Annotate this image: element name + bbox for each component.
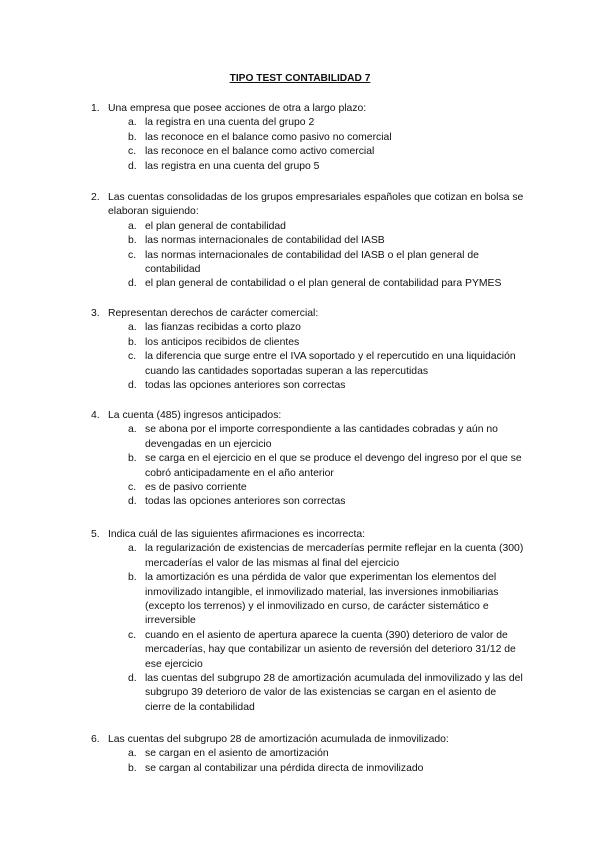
option-text: se cargan al contabilizar una pérdida directa de inmovilizado (145, 762, 424, 774)
option-letter: d. (128, 278, 137, 290)
option-letter: d. (128, 160, 137, 172)
question-2 (0, 191, 600, 292)
option-letter: b. (128, 453, 137, 465)
option-b (0, 131, 600, 145)
option-text: la diferencia que surge entre el IVA soportado y el repercutido en una liquidación cuando las cantidades soportadas superan a las repercutidas (145, 351, 516, 377)
question-4 (0, 409, 600, 510)
option-letter: b. (128, 762, 137, 774)
option-text: las registra en una cuenta del grupo 5 (145, 160, 320, 172)
option-a (0, 321, 600, 335)
option-text: se cargan en el asiento de amortización (145, 748, 329, 760)
option-d (0, 160, 600, 174)
question-3 (0, 307, 600, 393)
option-b (0, 762, 600, 776)
option-text: las reconoce en el balance como pasivo no comercial (145, 131, 392, 143)
option-b (0, 452, 600, 481)
question-text: Una empresa que posee acciones de otra a largo plazo: (108, 103, 367, 114)
question-6 (0, 733, 600, 776)
question-number: 3. (91, 308, 100, 319)
option-text: cuando en el asiento de apertura aparece la cuenta (390) deterioro de valor de mercaderías, hay que contabilizar un asiento de reversión del deterioro 31/12 de ese ejercicio (145, 629, 516, 670)
option-letter: a. (128, 424, 137, 436)
option-letter: c. (128, 249, 137, 261)
option-c (0, 249, 600, 278)
option-text: las cuentas del subgrupo 28 de amortización acumulada del inmovilizado y las del subgrupo 39 deterioro de valor de las existencias se cargan en el asiento de cierre de la contabilidad (145, 673, 523, 713)
option-c (0, 481, 600, 495)
option-letter: a. (128, 117, 137, 129)
option-b (0, 336, 600, 350)
option-text: el plan general de contabilidad o el plan general de contabilidad para PYMES (145, 278, 502, 290)
option-letter: c. (128, 482, 137, 494)
option-letter: b. (128, 131, 137, 143)
option-a (0, 220, 600, 234)
option-text: todas las opciones anteriores son correctas (145, 496, 346, 508)
question-text: Las cuentas del subgrupo 28 de amortización acumulada de inmovilizado: (108, 734, 449, 745)
question-number: 1. (91, 103, 100, 114)
option-a (0, 542, 600, 571)
option-text: la registra en una cuenta del grupo 2 (145, 117, 315, 129)
option-c (0, 629, 600, 672)
option-letter: c. (128, 146, 137, 158)
option-d (0, 379, 600, 393)
option-text: los anticipos recibidos de clientes (145, 336, 300, 348)
question-5 (0, 528, 600, 715)
option-letter: b. (128, 235, 137, 247)
question-text: Las cuentas consolidadas de los grupos empresariales españoles que cotizan en bolsa se elaboran siguiendo: (108, 192, 524, 218)
option-letter: b. (128, 336, 137, 348)
option-a (0, 116, 600, 130)
option-b (0, 234, 600, 248)
option-letter: a. (128, 220, 137, 232)
option-text: la regularización de existencias de mercaderías permite reflejar en la cuenta (300) mercaderías el valor de las mismas al final del ejercicio (145, 543, 524, 569)
option-letter: d. (128, 496, 137, 508)
option-b (0, 571, 600, 629)
question-text: Representan derechos de carácter comercial: (108, 308, 319, 319)
option-text: las normas internacionales de contabilidad del IASB o el plan general de contabilidad (145, 249, 479, 276)
option-text: el plan general de contabilidad (145, 220, 286, 232)
option-text: todas las opciones anteriores son correctas (145, 380, 346, 392)
option-letter: c. (128, 351, 137, 363)
document-title: TIPO TEST CONTABILIDAD 7 (229, 73, 371, 84)
option-text: se abona por el importe correspondiente a las cantidades cobradas y aún no devengadas en un ejercicio (145, 424, 498, 450)
option-text: se carga en el ejercicio en el que se produce el devengo del ingreso por el que se cobró anticipadamente en el año anterior (145, 453, 522, 479)
question-text: Indica cuál de las siguientes afirmaciones es incorrecta: (108, 529, 366, 540)
question-number: 4. (91, 410, 100, 421)
option-letter: d. (128, 380, 137, 392)
option-text: las fianzas recibidas a corto plazo (145, 322, 301, 334)
option-d (0, 495, 600, 509)
option-text: las normas internacionales de contabilidad del IASB (145, 235, 385, 247)
option-letter: a. (128, 543, 137, 555)
option-letter: b. (128, 572, 137, 584)
option-letter: c. (128, 629, 137, 641)
question-number: 2. (91, 192, 100, 203)
question-text: La cuenta (485) ingresos anticipados: (108, 410, 282, 421)
option-text: es de pasivo corriente (145, 482, 247, 494)
question-1 (0, 102, 600, 174)
option-a (0, 747, 600, 761)
option-letter: a. (128, 322, 137, 334)
question-number: 5. (91, 529, 100, 540)
option-letter: d. (128, 673, 137, 685)
option-c (0, 350, 600, 379)
option-c (0, 145, 600, 159)
option-d (0, 277, 600, 291)
option-a (0, 423, 600, 452)
option-letter: a. (128, 748, 137, 760)
option-text: la amortización es una pérdida de valor que experimentan los elementos del inmovilizado intangible, el inmovilizado material, las inversiones inmobiliarias (excepto los terrenos) y el inmovilizado en curso, de carácter sistemático e irreversible (145, 572, 499, 627)
option-text: las reconoce en el balance como activo comercial (145, 146, 375, 158)
question-number: 6. (91, 734, 100, 745)
option-d (0, 672, 600, 715)
